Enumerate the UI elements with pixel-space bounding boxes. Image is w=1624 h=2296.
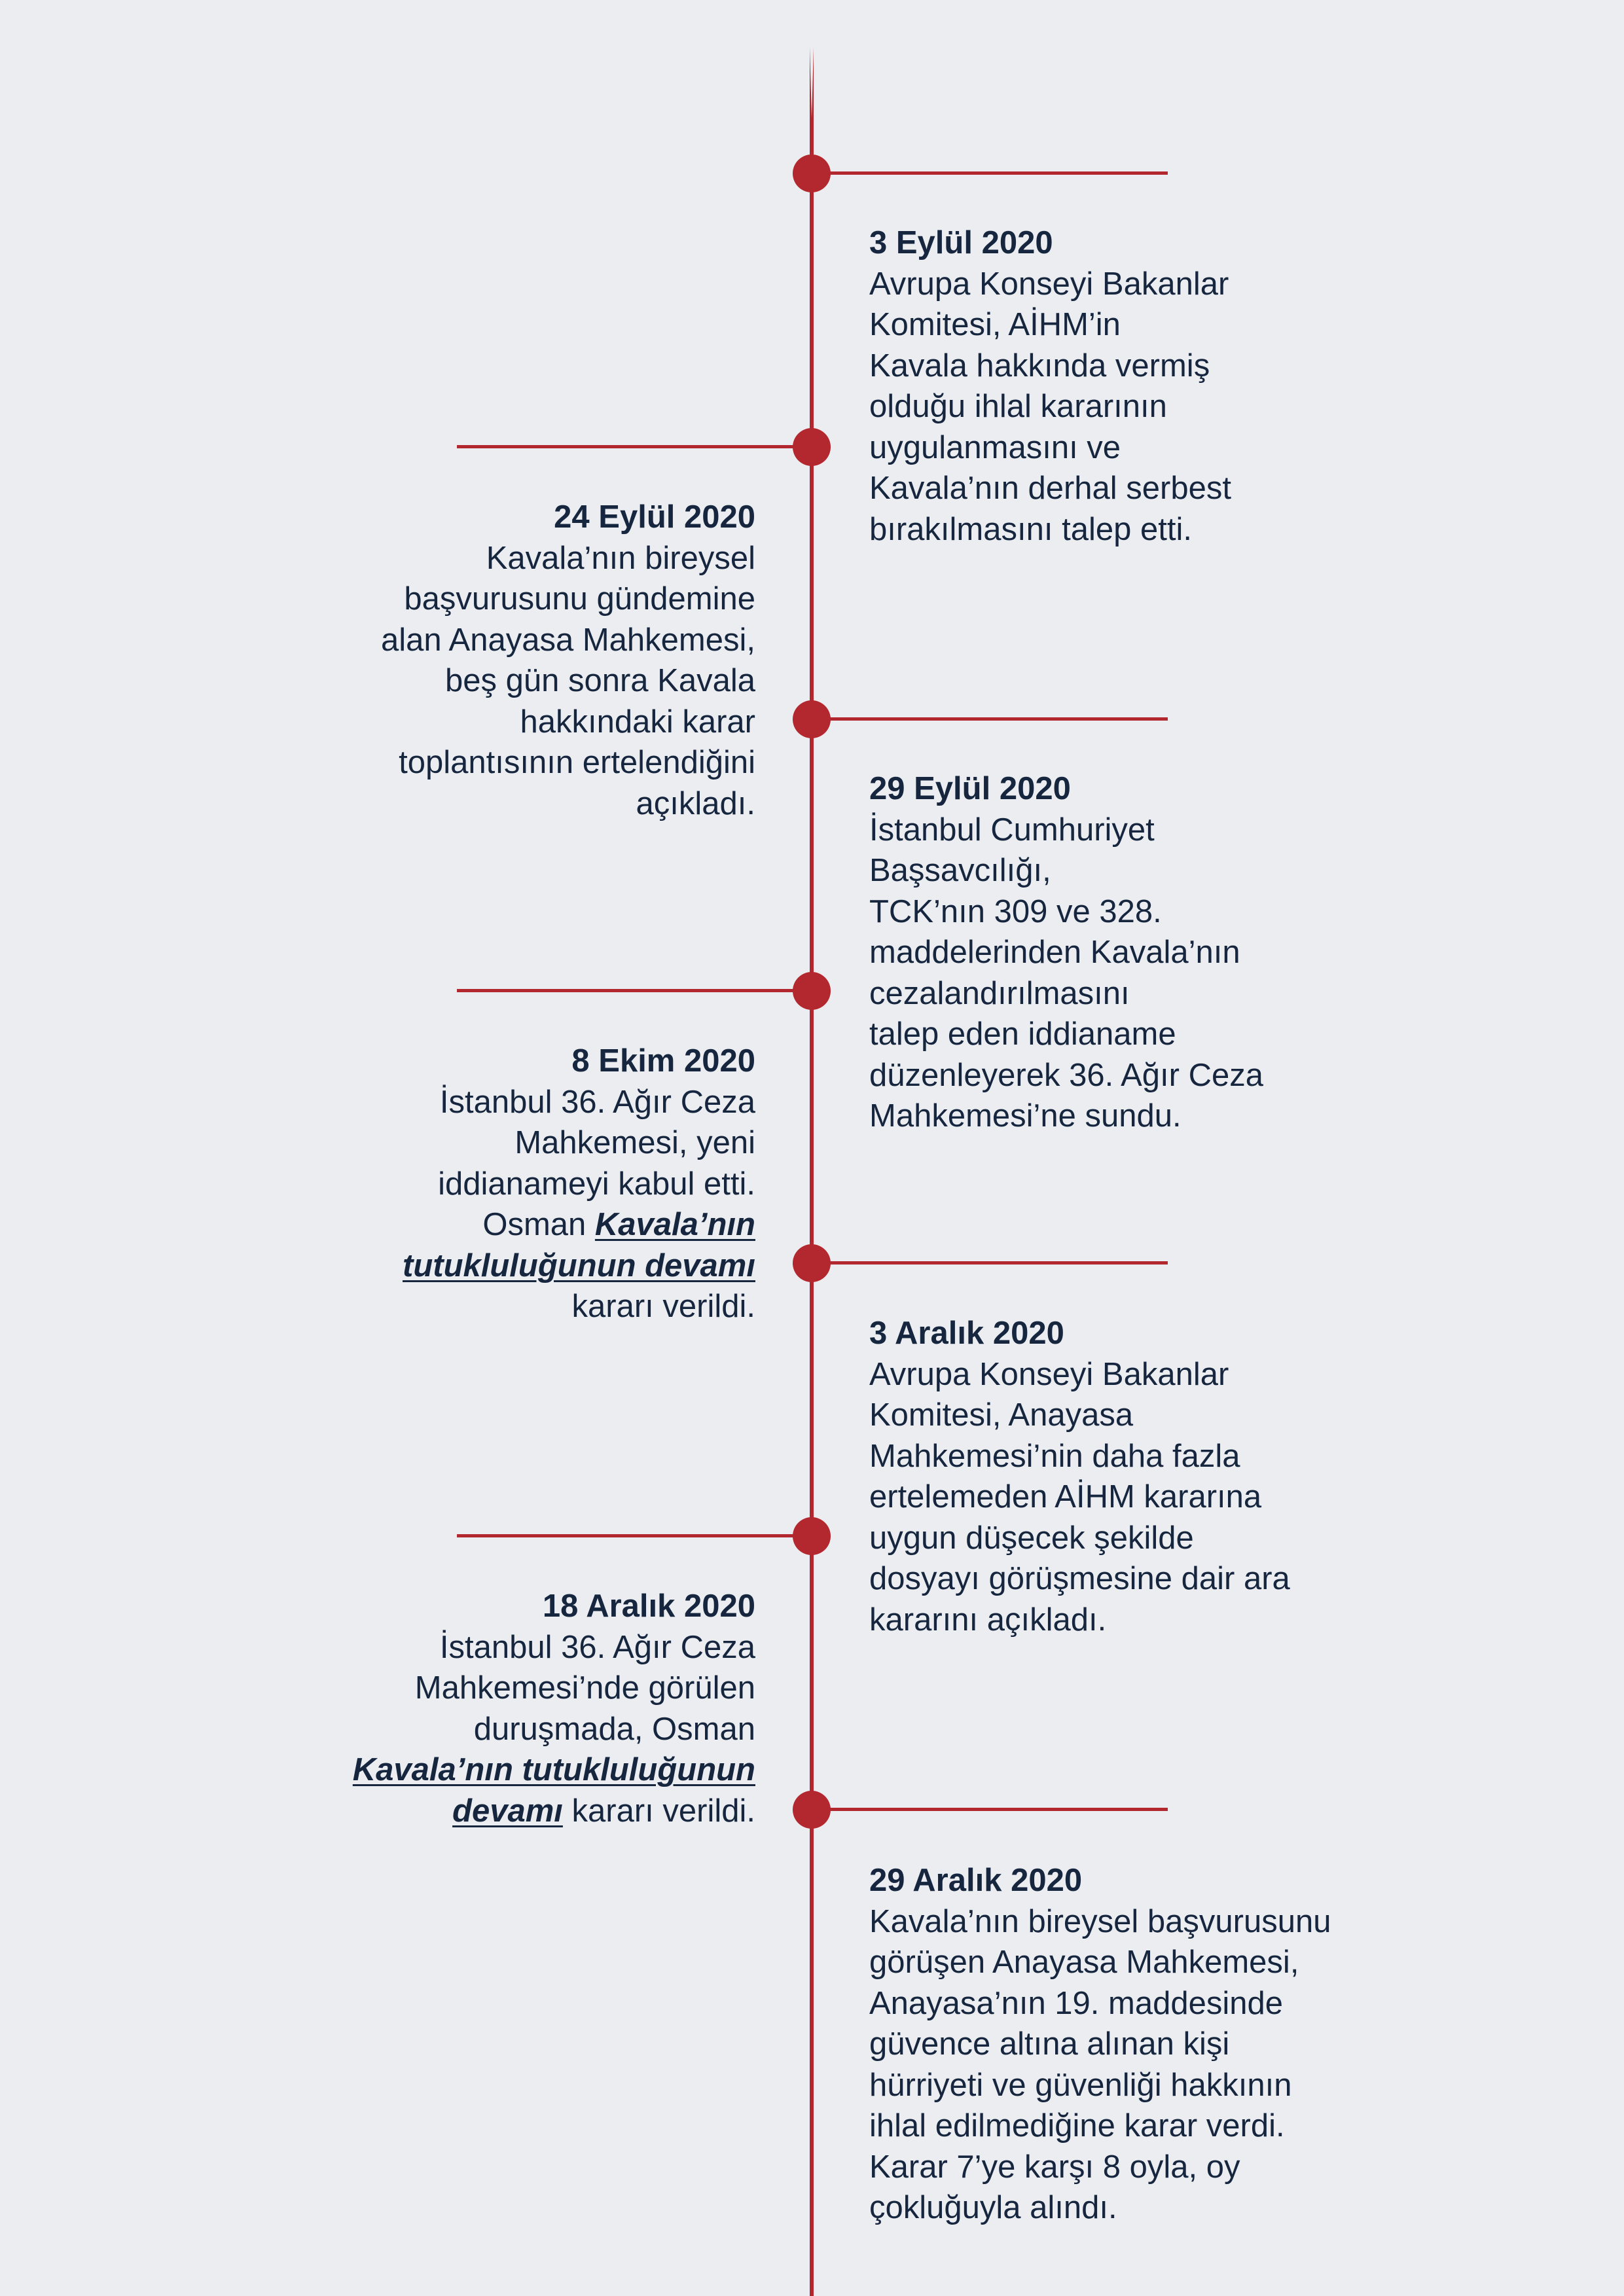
timeline-connector-1 [812, 171, 1168, 175]
emphasis-text: Kavala’nın [594, 1207, 755, 1242]
event-text: Osman [482, 1207, 595, 1242]
event-line: toplantısının ertelendiğini [399, 745, 755, 780]
event-line: Avrupa Konseyi Bakanlar [869, 266, 1229, 302]
emphasis-text: tutukluluğunun devamı [403, 1247, 755, 1283]
timeline-connector-5 [812, 1261, 1168, 1265]
event-line: kararını açıkladı. [869, 1602, 1107, 1638]
event-line: Kavala hakkında vermiş [869, 348, 1210, 384]
event-line: dosyayı görüşmesine dair ara [869, 1561, 1290, 1596]
event-date: 18 Aralık 2020 [542, 1588, 755, 1624]
event-line: duruşmada, Osman [473, 1711, 755, 1747]
event-line [403, 1204, 755, 1246]
event-line: beş gün sonra Kavala [445, 663, 755, 698]
timeline-event-29-eylul [869, 768, 1263, 1137]
event-date: 8 Ekim 2020 [571, 1043, 755, 1079]
event-line: Komitesi, AİHM’in [869, 307, 1121, 342]
event-line: Avrupa Konseyi Bakanlar [869, 1356, 1229, 1392]
event-description [869, 264, 1231, 550]
event-line: talep eden iddianame [869, 1016, 1176, 1052]
timeline-event-8-ekim [403, 1041, 755, 1327]
event-description [381, 538, 755, 825]
event-line: güvence altına alınan kişi [869, 2026, 1230, 2062]
event-line: bırakılmasını talep etti. [869, 511, 1192, 547]
event-line: Kavala’nın derhal serbest [869, 471, 1231, 506]
emphasis-text: devamı [452, 1793, 563, 1829]
event-line: Başsavcılığı, [869, 853, 1051, 888]
event-line: görüşen Anayasa Mahkemesi, [869, 1945, 1299, 1980]
timeline-event-18-aralik [353, 1586, 755, 1831]
event-line: uygun düşecek şekilde [869, 1520, 1194, 1556]
event-line: iddianameyi kabul etti. [438, 1166, 755, 1202]
event-date: 3 Eylül 2020 [869, 225, 1053, 260]
event-line: Komitesi, Anayasa [869, 1397, 1134, 1433]
timeline-event-3-eylul [869, 223, 1231, 550]
event-line: Kavala’nın bireysel [486, 540, 755, 576]
event-date: 24 Eylül 2020 [554, 499, 755, 535]
event-line: düzenleyerek 36. Ağır Ceza [869, 1057, 1263, 1093]
event-line: ihlal edilmediğine karar verdi. [869, 2108, 1285, 2144]
event-line: İstanbul Cumhuriyet [869, 812, 1155, 848]
timeline-connector-4 [457, 989, 812, 992]
timeline-spine-tip [808, 0, 815, 118]
event-date: 29 Aralık 2020 [869, 1863, 1083, 1898]
event-description [403, 1082, 755, 1327]
event-line: Mahkemesi’nin daha fazla [869, 1438, 1240, 1474]
event-description [869, 810, 1263, 1137]
event-line: Kavala’nın bireysel başvurusunu [869, 1903, 1331, 1939]
timeline-event-24-eylul [381, 497, 755, 824]
timeline-event-29-aralik [869, 1860, 1331, 2229]
event-date: 29 Eylül 2020 [869, 771, 1071, 806]
event-line: alan Anayasa Mahkemesi, [381, 622, 755, 658]
event-line: Anayasa’nın 19. maddesinde [869, 1985, 1283, 2021]
event-text: kararı verildi. [562, 1793, 755, 1829]
timeline-spine [810, 0, 814, 2296]
event-description [869, 1901, 1331, 2229]
event-line: uygulanmasını ve [869, 429, 1121, 465]
event-line: İstanbul 36. Ağır Ceza [439, 1629, 755, 1665]
timeline-connector-3 [812, 717, 1168, 721]
timeline-connector-7 [812, 1808, 1168, 1811]
event-line: cezalandırılmasını [869, 975, 1130, 1011]
timeline-connector-2 [457, 445, 812, 448]
event-line: Mahkemesi’nde görülen [414, 1670, 755, 1706]
event-line: Mahkemesi, yeni [514, 1125, 755, 1160]
event-line [353, 1749, 755, 1791]
event-line [403, 1246, 755, 1287]
event-line: olduğu ihlal kararının [869, 389, 1167, 424]
event-line: başvurusunu gündemine [404, 581, 755, 617]
event-line: Karar 7’ye karşı 8 oyla, oy [869, 2149, 1240, 2185]
event-line: açıkladı. [636, 785, 755, 821]
event-line [353, 1791, 755, 1832]
emphasis-text: Kavala’nın tutukluluğunun [352, 1752, 755, 1787]
event-line: Mahkemesi’ne sundu. [869, 1098, 1182, 1134]
event-line: ertelemeden AİHM kararına [869, 1479, 1262, 1515]
event-line: hürriyeti ve güvenliği hakkının [869, 2067, 1292, 2103]
event-line: kararı verildi. [571, 1289, 755, 1324]
timeline-event-3-aralik [869, 1313, 1290, 1640]
event-description [353, 1627, 755, 1832]
event-line: çokluğuyla alındı. [869, 2190, 1117, 2225]
event-line: TCK’nın 309 ve 328. [869, 893, 1162, 929]
event-date: 3 Aralık 2020 [869, 1316, 1064, 1351]
event-line: maddelerinden Kavala’nın [869, 935, 1240, 970]
timeline-connector-6 [457, 1534, 812, 1537]
event-line: İstanbul 36. Ağır Ceza [439, 1084, 755, 1120]
event-line: hakkındaki karar [520, 704, 755, 740]
event-description [869, 1354, 1290, 1641]
